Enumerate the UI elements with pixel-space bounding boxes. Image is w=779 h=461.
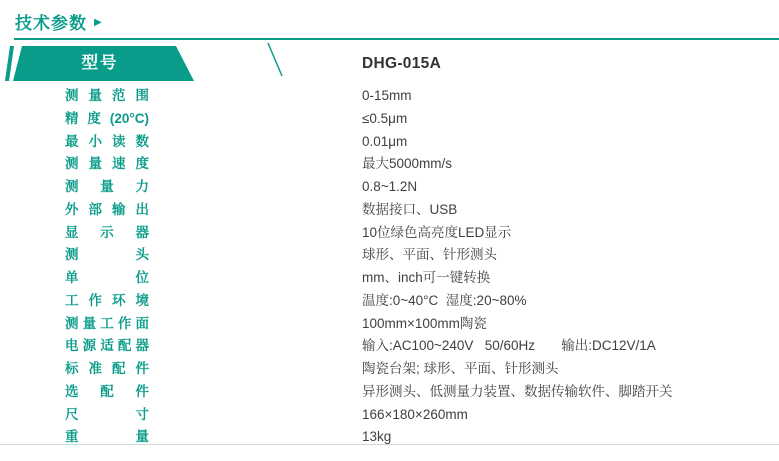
- spec-table: [0, 85, 779, 449]
- spec-value: 13kg: [362, 429, 392, 445]
- model-banner-label: 型号: [81, 54, 119, 72]
- table-row: [0, 267, 779, 290]
- spec-label: 标准配件: [65, 361, 149, 376]
- title-arrow-icon: ▶: [94, 17, 103, 28]
- spec-value: 输入:AC100~240V 50/60Hz 输出:DC12V/1A: [362, 338, 656, 354]
- spec-label: 工作环境: [65, 292, 149, 308]
- table-row: [0, 222, 779, 245]
- table-row: [0, 404, 779, 427]
- page-title-text: 技术参数: [15, 14, 87, 33]
- spec-value: 0.8~1.2N: [362, 179, 418, 194]
- table-row: [0, 313, 779, 336]
- table-row: [0, 153, 779, 176]
- spec-value: ≤0.5μm: [362, 110, 408, 126]
- diagonal-separator-line: [258, 40, 290, 80]
- table-row: [0, 358, 779, 381]
- spec-value: 球形、平面、针形测头: [362, 247, 497, 263]
- spec-label: 重量: [65, 429, 149, 445]
- table-row: [0, 199, 779, 222]
- top-divider-line: [14, 38, 779, 40]
- table-row: [0, 381, 779, 404]
- spec-label: 测量范围: [65, 88, 149, 103]
- spec-value: 最大5000mm/s: [362, 156, 453, 172]
- table-row: [0, 176, 779, 199]
- spec-label: 最小读数: [65, 133, 149, 149]
- spec-value: 166×180×260mm: [362, 406, 468, 422]
- table-row: [0, 426, 779, 449]
- spec-value: 异形测头、低测量力装置、数据传输软件、脚踏开关: [362, 383, 673, 399]
- spec-value: 温度:0~40°C 湿度:20~80%: [362, 292, 527, 308]
- spec-label: 测头: [65, 247, 149, 263]
- page-title: [15, 9, 103, 34]
- table-row: [0, 335, 779, 358]
- spec-label: 尺寸: [65, 406, 149, 422]
- spec-value: 0-15mm: [362, 88, 412, 103]
- spec-label: 测量速度: [65, 156, 149, 172]
- spec-value: 10位绿色高亮度LED显示: [362, 224, 512, 240]
- spec-label: 选配件: [65, 383, 149, 399]
- spec-label: 精度(20°C): [65, 110, 149, 126]
- model-number: DHG-015A: [362, 55, 442, 72]
- table-row: [0, 85, 779, 108]
- bottom-divider-line: [0, 444, 779, 445]
- spec-label: 单位: [65, 270, 149, 285]
- spec-label: 测量力: [65, 179, 149, 194]
- table-row: [0, 108, 779, 131]
- spec-label: 外部输出: [65, 201, 149, 217]
- spec-value: mm、inch可一键转换: [362, 270, 491, 285]
- table-row: [0, 244, 779, 267]
- spec-label: 显示器: [65, 224, 149, 240]
- spec-value: 陶瓷台架; 球形、平面、针形测头: [362, 361, 559, 376]
- table-row: [0, 131, 779, 154]
- spec-label: 测量工作面: [65, 315, 149, 331]
- spec-label: 电源适配器: [65, 338, 149, 354]
- spec-value: 0.01μm: [362, 133, 408, 149]
- spec-value: 数据接口、USB: [362, 201, 458, 217]
- table-row: [0, 290, 779, 313]
- spec-value: 100mm×100mm陶瓷: [362, 315, 487, 331]
